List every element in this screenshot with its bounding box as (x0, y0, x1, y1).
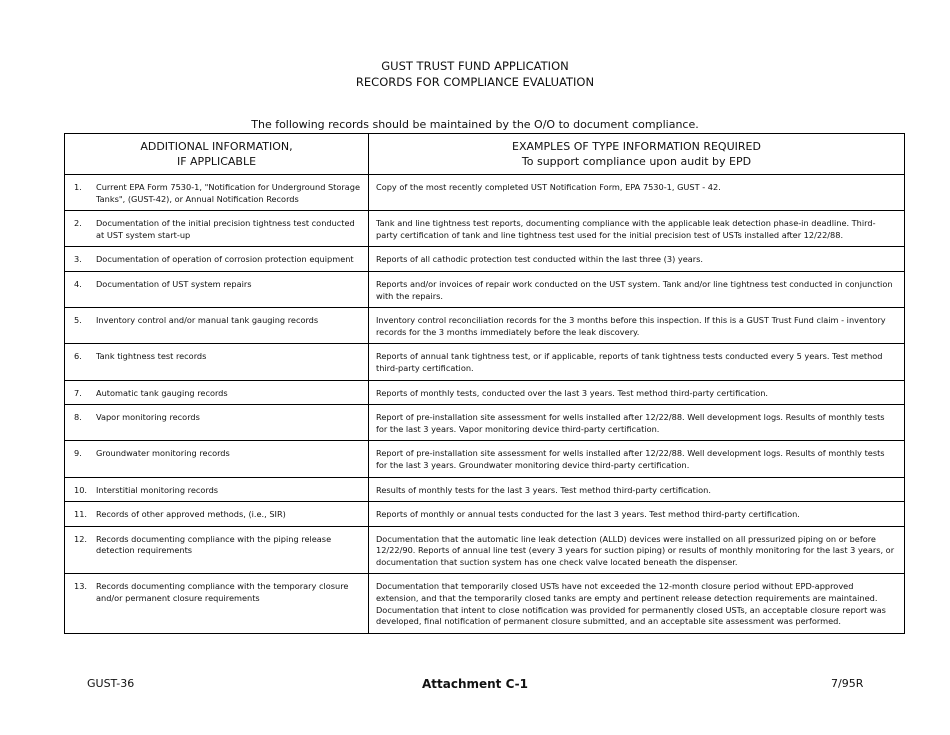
record-text: Documentation of UST system repairs (96, 278, 252, 289)
record-text: Current EPA Form 7530-1, "Notification for Underground Storage Tanks", (GUST-42), or Annual Notification Records (96, 182, 361, 204)
record-cell (65, 247, 369, 272)
footer-attachment-label: Attachment C-1 (421, 677, 529, 691)
record-cell (65, 405, 369, 441)
example-cell: Documentation that the automatic line leak detection (ALLD) devices were installed on all pressurized piping on or before 12/22/90. Reports of annual line test (every 3 years for suction piping) or results of monthly monitoring for the last 3 years, or documentation that suction system has one check valve located beneath the dispenser. (369, 526, 905, 574)
table-row (65, 502, 905, 527)
table-row (65, 441, 905, 477)
title-line-1: GUST TRUST FUND APPLICATION (381, 59, 569, 73)
record-text: Groundwater monitoring records (96, 448, 230, 459)
record-text: Interstitial monitoring records (96, 484, 219, 495)
row-number: 10. (74, 484, 88, 495)
example-cell: Reports of monthly or annual tests conducted for the last 3 years. Test method third-party certification. (369, 502, 905, 527)
footer-revision-date: 7/95R (831, 677, 864, 690)
col2-header-line2: To support compliance upon audit by EPD (521, 155, 752, 168)
row-number: 13. (74, 581, 88, 592)
record-cell (65, 502, 369, 527)
record-cell (65, 380, 369, 405)
row-number: 2. (74, 218, 82, 229)
example-cell: Reports of annual tank tightness test, or if applicable, reports of tank tightness tests conducted every 5 years. Test method third-party certification. (369, 344, 905, 380)
row-number: 11. (74, 509, 88, 520)
record-cell (65, 271, 369, 307)
records-table (64, 133, 905, 634)
record-text: Documentation of the initial precision tightness test conducted at UST system start-up (96, 218, 355, 240)
example-cell: Tank and line tightness test reports, documenting compliance with the applicable leak detection phase-in deadline. Third-party certification of tank and line tightness test used for the initial precision test of USTs installed after 12/22/88. (369, 211, 905, 247)
row-number: 12. (74, 533, 88, 544)
document-title (0, 58, 950, 90)
row-number: 3. (74, 254, 82, 265)
table-row (65, 574, 905, 633)
table-row (65, 344, 905, 380)
row-number: 8. (74, 412, 82, 423)
record-text: Records documenting compliance with the temporary closure and/or permanent closure requirements (96, 581, 349, 604)
record-cell (65, 574, 369, 633)
record-text: Tank tightness test records (96, 351, 207, 362)
row-number: 9. (74, 448, 82, 459)
table-row (65, 308, 905, 344)
table-row (65, 271, 905, 307)
intro-text: The following records should be maintained by the O/O to document compliance. (251, 118, 699, 131)
table-row (65, 247, 905, 272)
row-number: 4. (74, 278, 82, 289)
record-cell (65, 175, 369, 211)
col2-header (369, 134, 905, 175)
row-number: 1. (74, 182, 82, 192)
record-cell (65, 477, 369, 502)
record-text: Inventory control and/or manual tank gauging records (96, 315, 319, 326)
table-row (65, 405, 905, 441)
record-cell (65, 211, 369, 247)
example-cell: Reports and/or invoices of repair work conducted on the UST system. Tank and/or line tightness test conducted in conjunction with the repairs. (369, 271, 905, 307)
footer-form-number: GUST-36 (87, 677, 135, 690)
record-text: Documentation of operation of corrosion protection equipment (96, 254, 354, 265)
col2-header-line1: EXAMPLES OF TYPE INFORMATION REQUIRED (512, 140, 761, 153)
example-cell: Inventory control reconciliation records for the 3 months before this inspection. If this is a GUST Trust Fund claim - inventory records for the 3 months immediately before the leak discovery. (369, 308, 905, 344)
record-cell (65, 308, 369, 344)
table-row (65, 380, 905, 405)
example-cell: Results of monthly tests for the last 3 years. Test method third-party certification. (369, 477, 905, 502)
table-row (65, 211, 905, 247)
col1-header-line2: IF APPLICABLE (176, 155, 257, 168)
col1-header-line1: ADDITIONAL INFORMATION, (140, 140, 293, 153)
record-text: Vapor monitoring records (96, 412, 200, 423)
example-cell: Reports of monthly tests, conducted over the last 3 years. Test method third-party certification. (369, 380, 905, 405)
example-cell: Report of pre-installation site assessment for wells installed after 12/22/88. Well development logs. Results of monthly tests for the last 3 years. Groundwater monitoring device third-party certification. (369, 441, 905, 477)
example-cell: Reports of all cathodic protection test conducted within the last three (3) years. (369, 247, 905, 272)
table-header-row (65, 134, 905, 175)
record-cell (65, 441, 369, 477)
row-number: 6. (74, 351, 82, 362)
table-row (65, 175, 905, 211)
example-cell: Documentation that temporarily closed USTs have not exceeded the 12-month closure period without EPD-approved extension, and that the temporarily closed tanks are empty and pertinent release detection requirements are maintained. Documentation that intent to close notification was provided for permanently closed USTs, an acceptable closure report was developed, final notification of permanent closure submitted, and an acceptable site assessment was performed. (369, 574, 905, 633)
record-cell (65, 344, 369, 380)
record-text: Automatic tank gauging records (96, 387, 228, 398)
row-number: 5. (74, 315, 82, 326)
title-line-2: RECORDS FOR COMPLIANCE EVALUATION (355, 75, 595, 89)
example-cell: Report of pre-installation site assessment for wells installed after 12/22/88. Well development logs. Results of monthly tests for the last 3 years. Vapor monitoring device third-party certification. (369, 405, 905, 441)
record-text: Records of other approved methods, (i.e., SIR) (96, 509, 286, 520)
col1-header (65, 134, 369, 175)
record-cell (65, 526, 369, 574)
example-cell: Copy of the most recently completed UST Notification Form, EPA 7530-1, GUST - 42. (369, 175, 905, 211)
table-row (65, 477, 905, 502)
table-row (65, 526, 905, 574)
record-text: Records documenting compliance with the piping release detection requirements (96, 533, 332, 556)
row-number: 7. (74, 387, 82, 398)
